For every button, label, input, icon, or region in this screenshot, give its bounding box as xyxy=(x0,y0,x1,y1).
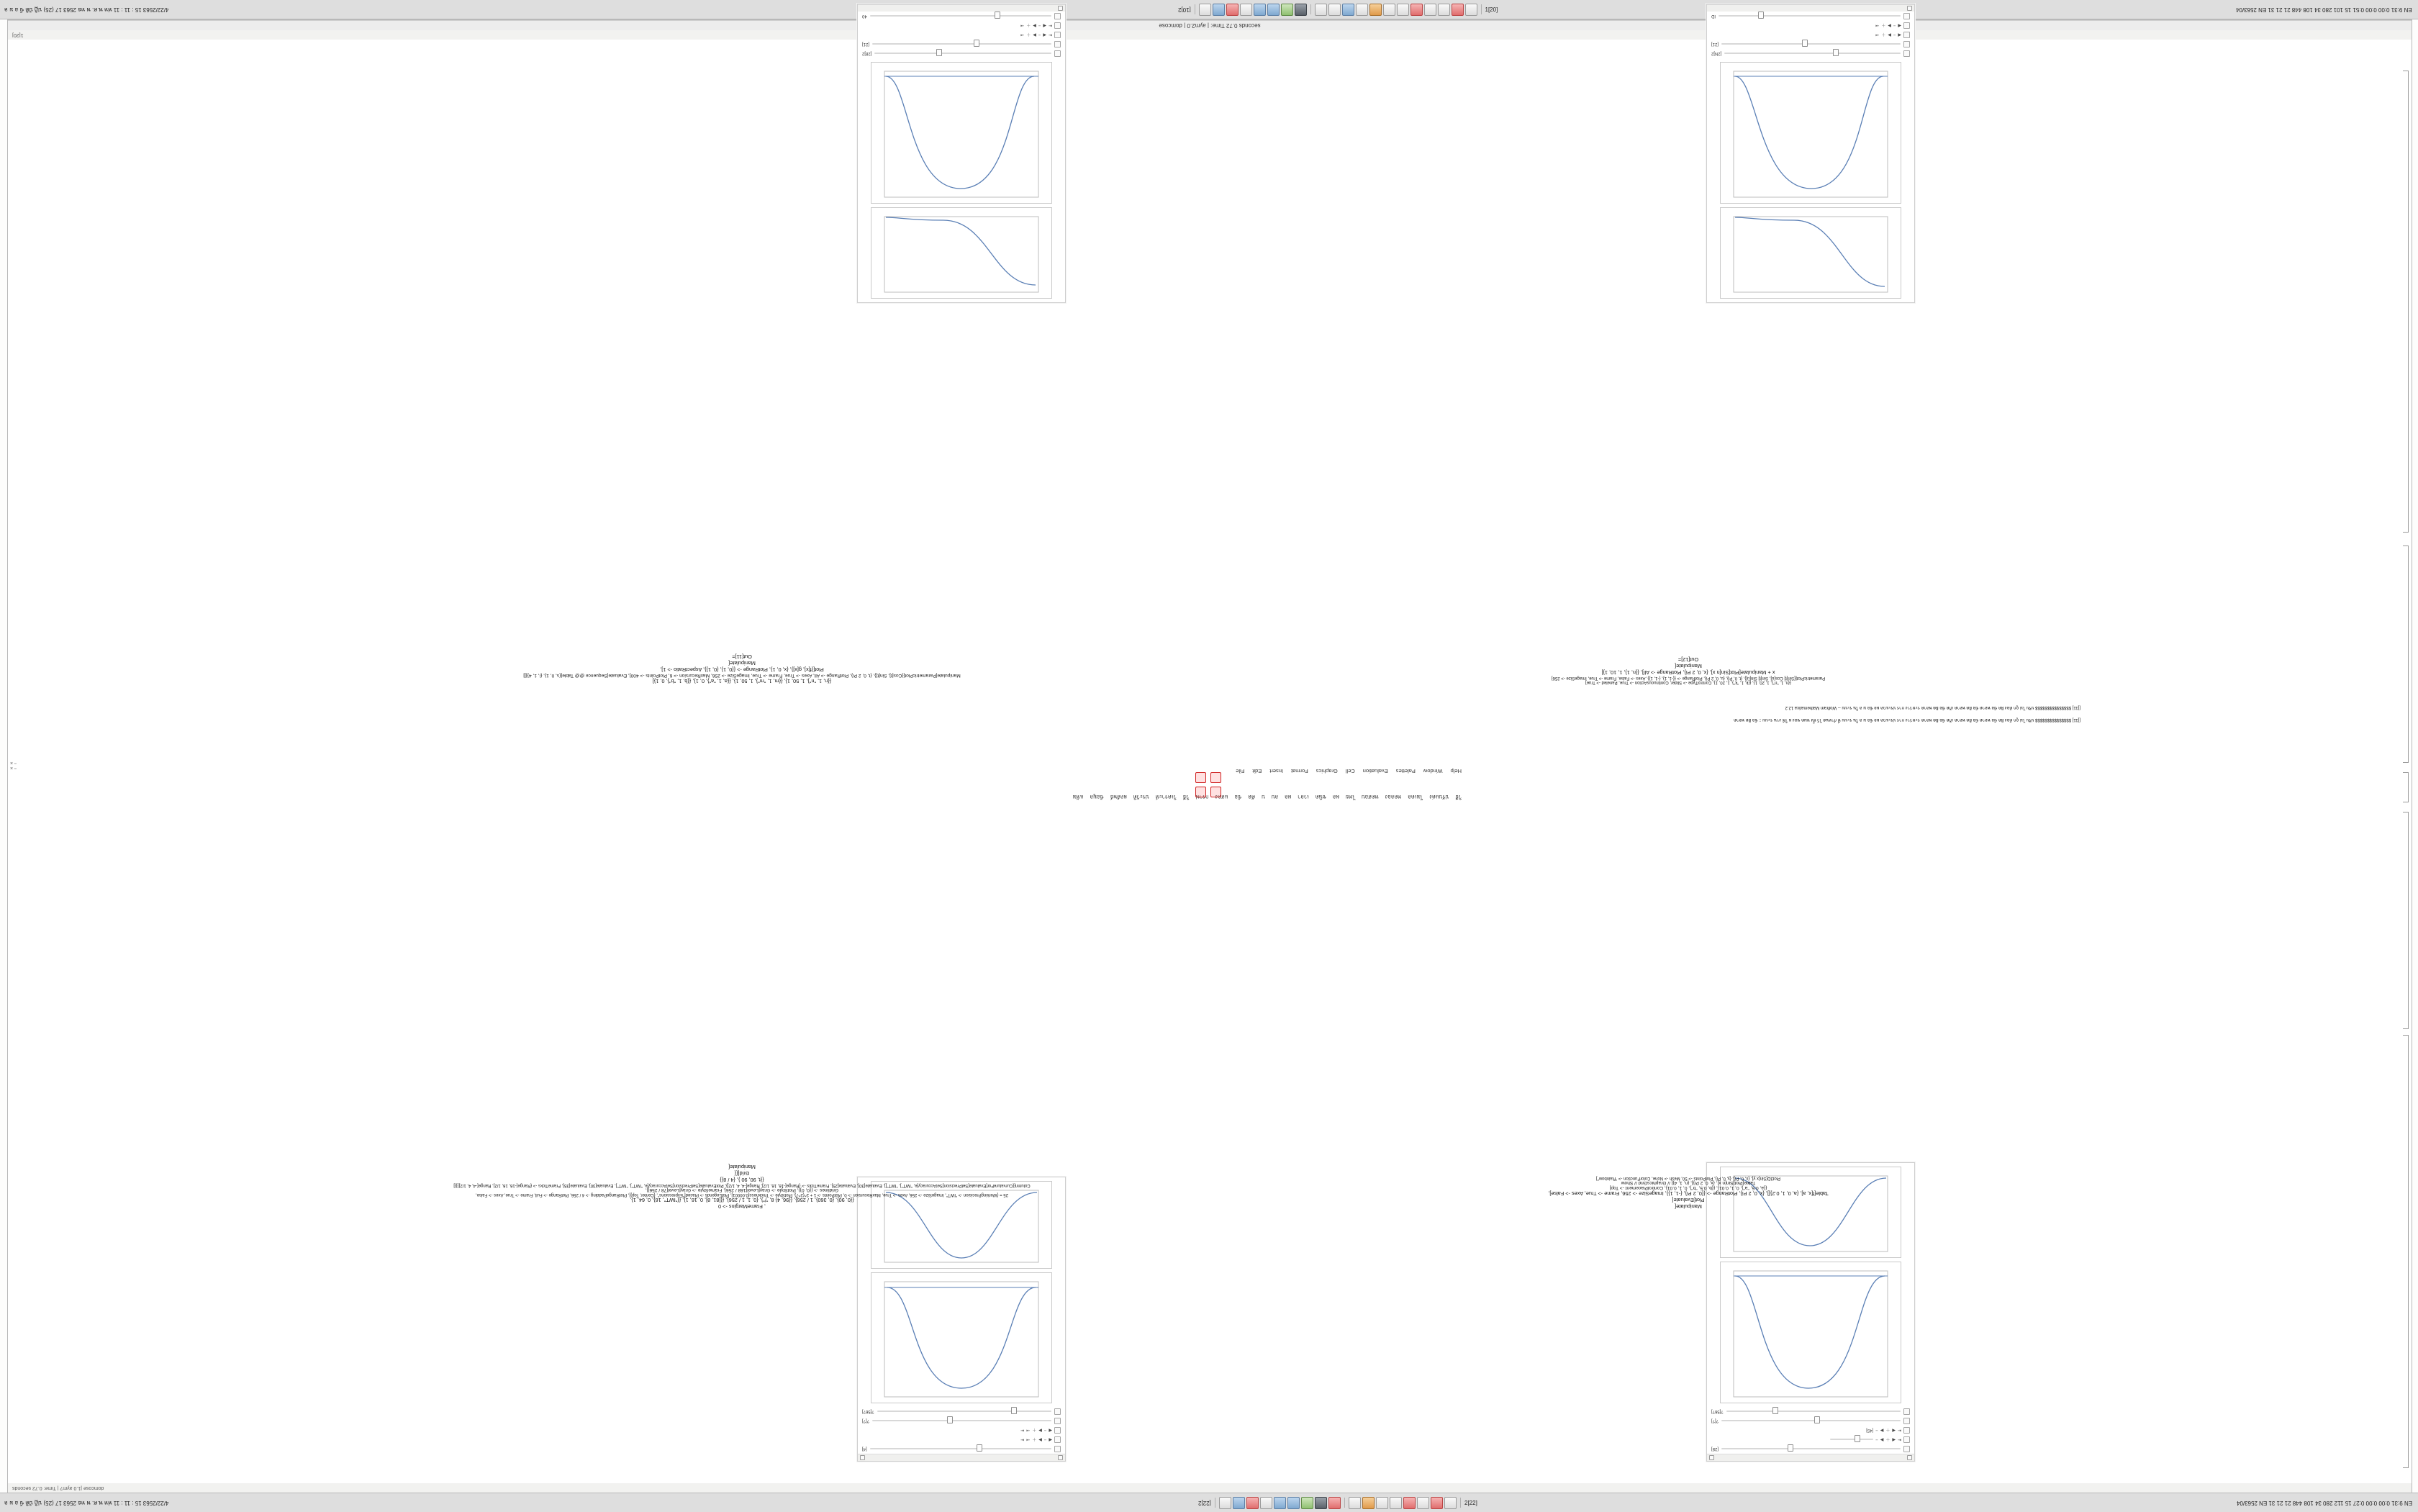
code-line: ParametricPlot[{Sin[t] Cos[u], Sin[t] Sin[u]}, {t, 0, Pi}, {u, 0, 2 Pi}, PlotRange -> {{-1, 1}, {-1, 1}}, Axes -> False, Frame -> True, ImageSize -> 256] xyxy=(1551,676,1826,680)
toolbar-item-18[interactable]: วิเคราะห์ xyxy=(1155,794,1177,800)
anim-prev-icon-2[interactable]: ◀ xyxy=(1049,1428,1052,1432)
control-label-1: [28] xyxy=(1711,1447,1719,1452)
anim-play-icon[interactable]: ▶ xyxy=(1038,1437,1042,1441)
menu-item-edit[interactable]: Edit xyxy=(1252,768,1262,774)
manipulate-panel-1[interactable] xyxy=(857,4,1066,303)
control-toggle-icon-3[interactable] xyxy=(1903,1408,1910,1415)
bottom-taskbar-icon-16[interactable] xyxy=(1431,1497,1443,1509)
code-line: Manipulate[ParametricPlot[{Cos[t], Sin[t]}, {t, 0, 2 Pi}, PlotRange -> All, Axes -> True, Frame -> True, ImageSize -> 256, MaxRecursion -> 6, PlotPoints -> 400], Evaluate[Sequence @@ Table[{s, 0, 1}, {i, 1, 4}]]] xyxy=(523,673,961,678)
toolbar-item-20[interactable]: ผลลัพธ์ xyxy=(1110,794,1127,800)
animation-row-1[interactable] xyxy=(1707,1435,1914,1444)
cell-bracket-2[interactable] xyxy=(2403,546,2409,763)
control-toggle-icon-2[interactable] xyxy=(1054,41,1061,47)
control-row-2[interactable] xyxy=(858,1416,1065,1426)
anim-play-icon-2[interactable]: ▶ xyxy=(1880,1428,1884,1432)
control-row-2[interactable] xyxy=(1707,40,1914,49)
top-panel-clock: 4/22/2563 15 : 11 : 11 พ่ห พ.ศ. พ ทธ 2563 17 (25) ปฏิ บัติ ข้ อ ม ล xyxy=(4,6,169,13)
control-row-2[interactable] xyxy=(858,40,1065,49)
taskbar-icon-16[interactable] xyxy=(1410,4,1423,16)
code-line: {{n, 1, "n"}, 1, 50, 1}, {{m, 1, "m"}, 1, 50, 1}, {{a, 1, "a"}, 0, 1}, {{b, 1, "b"}, 0, 1}] xyxy=(652,678,832,684)
bottom-taskbar-icon-7[interactable] xyxy=(1301,1497,1313,1509)
bottom-taskbar-icon-13[interactable] xyxy=(1390,1497,1402,1509)
control-label-1: [2N]2 xyxy=(1711,51,1722,56)
bottom-taskbar-icon-6[interactable] xyxy=(1287,1497,1300,1509)
toolbar-item-19[interactable]: ประวัติ xyxy=(1133,794,1149,800)
error-message-line-1: [[11] $$$$$$$$$$$$$$$ ปรับ ไม่ ถูก ต้อง ผิด ข้อ พลาด ข้อ ผิด พลาด เกิด ข้อ ผิด พลาด ระหว่าง การ ประมวล ผล ข้อ ม ล ใน ระบบ ที่ กำหนด ไว้ ทั้ง หมด ของ ผ ใช้ งาน ระบบ :: ข้อ ผิด พลาด xyxy=(1734,717,2080,722)
anim-next-icon-2[interactable]: ⇥ xyxy=(1875,23,1880,27)
anim-minus-icon[interactable]: − xyxy=(1893,32,1896,37)
cell-bracket-1[interactable] xyxy=(2403,71,2409,533)
window-bottom-strip xyxy=(8,1483,2412,1493)
output-label-12: Out[12]= xyxy=(1677,656,1699,663)
code-line: Gridlines -> {{0, 0}}, PlotStyle -> Gray[Level[168 / 256], FrameStyle -> Gray[Level[78 / 256]], xyxy=(645,1187,839,1192)
menu-item-window[interactable]: Window xyxy=(1423,768,1443,774)
toolbar-item-22[interactable]: แฟ้ม xyxy=(1072,794,1084,800)
slider-3[interactable] xyxy=(877,1409,1051,1415)
toolbar-item-21[interactable]: ข้อมูล xyxy=(1090,794,1104,800)
control-label-2: [21] xyxy=(862,42,870,47)
control-toggle-icon-3[interactable] xyxy=(1903,13,1910,19)
panel-menu-icon[interactable] xyxy=(1058,1455,1063,1460)
control-label-3: ID xyxy=(1711,14,1716,19)
anim-next-icon-2[interactable]: ⇥ xyxy=(1026,1428,1031,1432)
divider xyxy=(1481,4,1482,14)
anim-toggle-icon-2[interactable] xyxy=(1903,22,1910,29)
bottom-taskbar-icon-12[interactable] xyxy=(1376,1497,1388,1509)
code-line: Plot[{f[x], g[x]}, {x, 0, 1}, PlotRange -> {{0, 1}, {0, 1}}, AspectRatio -> 1], xyxy=(660,666,824,673)
manipulate-output-2[interactable] xyxy=(1706,4,1915,303)
control-label-3: ?[56?] xyxy=(862,1409,874,1414)
bottom-taskbar-counter: 2[22] xyxy=(1464,1499,1477,1506)
bottom-taskbar-icon-8[interactable] xyxy=(1315,1497,1327,1509)
slider-2[interactable] xyxy=(1721,42,1901,47)
taskbar-icon-2[interactable] xyxy=(1213,4,1225,16)
bottom-panel-left xyxy=(0,1498,767,1508)
anim-toggle-icon[interactable] xyxy=(1903,32,1910,38)
taskbar-icon-18[interactable] xyxy=(1438,4,1450,16)
error-highlight-2[interactable] xyxy=(1210,772,1221,783)
input-cell-13[interactable] xyxy=(1267,1176,2109,1210)
menu-item-insert[interactable]: Insert xyxy=(1269,768,1284,774)
anim-slider[interactable] xyxy=(1830,1437,1873,1443)
error-highlight-4[interactable] xyxy=(1210,787,1221,797)
bottom-taskbar-icon-15[interactable] xyxy=(1417,1497,1429,1509)
taskbar-icon-11[interactable] xyxy=(1342,4,1354,16)
toolbar-item-9[interactable]: เวลา xyxy=(1298,794,1309,800)
control-row-1[interactable] xyxy=(858,1444,1065,1454)
control-toggle-icon[interactable] xyxy=(1903,1446,1910,1452)
bottom-panel-workspace: [22]2 xyxy=(1198,1499,1211,1506)
animation-row-2[interactable] xyxy=(858,21,1065,30)
menu-item-graphics[interactable]: Graphics xyxy=(1316,768,1338,774)
animation-row-1[interactable] xyxy=(858,1435,1065,1444)
anim-minus-icon[interactable]: − xyxy=(1038,32,1041,37)
toolbar-item-5[interactable]: ทดสอบ xyxy=(1362,794,1379,800)
anim-first-icon-2[interactable]: ⇤ xyxy=(1897,1428,1901,1432)
secondary-toolbar[interactable] xyxy=(1072,792,1462,801)
anim-prev-icon-2[interactable]: ◀ xyxy=(1043,23,1046,27)
control-row-3[interactable] xyxy=(858,12,1065,21)
anim-prev-icon[interactable]: ◀ xyxy=(1898,32,1901,37)
anim-toggle-icon-2[interactable] xyxy=(1054,1427,1061,1434)
bottom-taskbar-icon-17[interactable] xyxy=(1444,1497,1457,1509)
anim-play-icon[interactable]: ▶ xyxy=(1888,32,1891,37)
control-row-3[interactable] xyxy=(858,1407,1065,1416)
bottom-panel-status: EN 9:31 0:00 0:00 0:27 15 112 280 34 108 448 21 21 31 EN 2563/04 xyxy=(2236,1499,2412,1506)
control-row-3[interactable] xyxy=(1707,12,1914,21)
code-line: , FrameMargins -> 0 xyxy=(718,1203,766,1210)
animation-row-2[interactable] xyxy=(858,1426,1065,1435)
slider-2[interactable] xyxy=(872,1418,1051,1424)
taskbar-icon-20[interactable] xyxy=(1465,4,1477,16)
code-line: {{n, 1, "n"}, 1, 20, 1}, {{k, 1, "k"}, 1, 20, 1}, ControlType -> Slider, ContinuousAction -> True, Paneled -> True] xyxy=(1585,680,1791,684)
anim-first-icon-2[interactable]: ⇤ xyxy=(1048,23,1052,27)
control-toggle-icon-2[interactable] xyxy=(1054,1418,1061,1424)
anim-first-icon[interactable]: ⇤ xyxy=(1897,1437,1901,1441)
input-cell-11[interactable] xyxy=(339,653,1145,684)
control-label-2: [21] xyxy=(1711,42,1719,47)
animation-row-2[interactable] xyxy=(1707,1426,1914,1435)
panel-close-icon[interactable] xyxy=(1709,1455,1714,1460)
taskbar-icon-14[interactable] xyxy=(1383,4,1395,16)
panel-bottombar xyxy=(1707,4,1914,12)
bottom-taskbar-icon-4[interactable] xyxy=(1260,1497,1272,1509)
divider xyxy=(1344,1498,1345,1508)
bottom-taskbar-icon-1[interactable] xyxy=(1219,1497,1231,1509)
slider-3[interactable] xyxy=(1719,14,1901,19)
cell-bracket-5[interactable] xyxy=(2403,1035,2409,1468)
code-line: Table[f[x, a], {a, 0, 1, 0.2}]], {x, 0, 2 Pi}, PlotRange -> {{0, 2 Pi}, {-1, 1}}, ImageSize -> 256, Frame -> True, Axes -> False], xyxy=(1548,1190,1829,1197)
manipulate-panel-4[interactable] xyxy=(857,1177,1066,1462)
menu-item-cell[interactable]: Cell xyxy=(1345,768,1355,774)
control-row-2[interactable] xyxy=(1707,1416,1914,1426)
taskbar-icon-12[interactable] xyxy=(1356,4,1368,16)
taskbar-icon-6[interactable] xyxy=(1267,4,1280,16)
menu-item-format[interactable]: Format xyxy=(1291,768,1308,774)
taskbar-icon-10[interactable] xyxy=(1328,4,1341,16)
code-line: Table[Plot[Sin[n x], {x, 0, 2 Pi}], {n, 1, 4}] // GraphicsGrid // Show xyxy=(1621,1180,1756,1185)
panel-titlebar xyxy=(858,1454,1065,1461)
anim-next-icon[interactable]: ⇥ xyxy=(1020,32,1025,37)
toolbar-item-7[interactable]: ผล xyxy=(1332,794,1339,800)
anim-play-icon-2[interactable]: ▶ xyxy=(1033,23,1036,27)
anim-toggle-icon[interactable] xyxy=(1054,1436,1061,1443)
control-toggle-icon-3[interactable] xyxy=(1054,13,1061,19)
anim-end-icon[interactable]: ⇤ xyxy=(1020,1437,1025,1441)
anim-prev-icon-2[interactable]: ◀ xyxy=(1892,1428,1896,1432)
animation-row-1[interactable] xyxy=(858,30,1065,40)
panel-menu-icon[interactable] xyxy=(1058,6,1063,11)
top-panel-status: EN 9:31 0:00 0:00 0:51 15 101 280 34 108 448 21 21 31 EN 2563/04 xyxy=(2236,6,2412,13)
anim-play-icon-2[interactable]: ▶ xyxy=(1038,1428,1042,1432)
left-gutter-marks: × ▫ × ▫ xyxy=(10,761,17,771)
output-label-11: Out[11]= xyxy=(732,653,752,660)
menu-item-help[interactable]: Help xyxy=(1450,768,1462,774)
panel-menu-icon[interactable] xyxy=(1907,1455,1912,1460)
code-line: Manipulate[ xyxy=(728,1164,756,1170)
anim-prev-icon[interactable]: ◀ xyxy=(1892,1437,1896,1441)
bottom-taskbar-icon-11[interactable] xyxy=(1362,1497,1375,1509)
taskbar-icon-13[interactable] xyxy=(1369,4,1382,16)
taskbar-icon-9[interactable] xyxy=(1315,4,1327,16)
anim-play-icon-2[interactable]: ▶ xyxy=(1888,23,1891,27)
manipulate-output-4[interactable] xyxy=(857,1177,1066,1462)
slider-1[interactable] xyxy=(874,51,1051,57)
toolbar-item-3[interactable]: โมเดล xyxy=(1408,794,1423,800)
control-label-1: [28]2 xyxy=(862,51,872,56)
toolbar-item-10[interactable]: ผล xyxy=(1285,794,1292,800)
anim-prev-icon[interactable]: ◀ xyxy=(1043,32,1046,37)
anim-plus-icon[interactable]: ＋ xyxy=(1885,1436,1891,1441)
plot-sigmoid-2 xyxy=(1720,207,1901,299)
bottom-taskbar-icon-2[interactable] xyxy=(1233,1497,1245,1509)
anim-next-icon[interactable]: ⇥ xyxy=(1026,1437,1031,1441)
bottom-system-panel xyxy=(0,1493,2418,1512)
anim-minus-icon[interactable]: − xyxy=(1875,1437,1878,1442)
control-row-1[interactable] xyxy=(858,49,1065,58)
control-toggle-icon-2[interactable] xyxy=(1903,41,1910,47)
cell-bracket-3[interactable] xyxy=(2403,772,2409,802)
control-label-1: [4] xyxy=(862,1447,867,1452)
bottom-taskbar-icon-10[interactable] xyxy=(1349,1497,1361,1509)
anim-minus-icon-2[interactable]: − xyxy=(1875,1428,1878,1433)
menu-bar[interactable] xyxy=(1236,768,1462,774)
menu-item-palettes[interactable]: Palettes xyxy=(1395,768,1416,774)
plot-dome-3 xyxy=(1720,1262,1901,1403)
menu-item-file[interactable]: File xyxy=(1236,768,1245,774)
animation-row-1[interactable] xyxy=(1707,30,1914,40)
bottom-panel-right xyxy=(1908,1500,2418,1506)
taskbar-icon-8[interactable] xyxy=(1295,4,1307,16)
anim-plus-icon-2[interactable]: ＋ xyxy=(1026,22,1031,27)
menu-item-evaluation[interactable]: Evaluation xyxy=(1362,768,1388,774)
bottom-taskbar-icon-5[interactable] xyxy=(1274,1497,1286,1509)
input-cell-12[interactable] xyxy=(1267,656,2109,684)
anim-play-icon[interactable]: ▶ xyxy=(1033,32,1036,37)
top-system-panel xyxy=(0,0,2418,19)
control-label-2: ?[?] xyxy=(862,1418,870,1423)
toolbar-item-16[interactable]: กราฟ xyxy=(1195,794,1209,800)
code-line: x + Manipulate[Plot[Sin[n x], {x, 0, 2 Pi}, PlotRange -> All], {{n, 1}, 1, 10, 1}] xyxy=(1601,669,1775,676)
panel-menu-icon[interactable] xyxy=(1907,6,1912,11)
taskbar-icon-4[interactable] xyxy=(1240,4,1252,16)
slider-1[interactable] xyxy=(870,1447,1051,1452)
control-label-3: ?[?] xyxy=(1711,1418,1719,1423)
toolbar-item-2[interactable]: ปรับแต่ง xyxy=(1429,794,1449,800)
code-line: Plot[Evaluate[ xyxy=(1672,1197,1705,1203)
code-line: Manipulate[ xyxy=(1675,1203,1702,1210)
plot-dome-4 xyxy=(871,1272,1052,1403)
anim-end-icon-2[interactable]: ⇤ xyxy=(1020,1428,1025,1432)
error-message-line-2: [[11] $$$$$$$$$$$$$$$ ปรับ ไม่ ถูก ต้อง ผิด ข้อ พลาด ข้อ ผิด พลาด เกิด ข้อ ผิด พลาด ระหว่าง การ ประมวล ผล ข้อ ม ล ใน ระบบ -- Wolfram Mathematica 12.2 xyxy=(1785,705,2080,710)
panel-bottombar xyxy=(858,4,1065,12)
anim-first-icon[interactable]: ⇤ xyxy=(1048,32,1052,37)
toolbar-item-6[interactable]: ไทย xyxy=(1345,794,1356,800)
anim-toggle-icon[interactable] xyxy=(1903,1436,1910,1443)
anim-minus-icon-2[interactable]: − xyxy=(1043,1428,1047,1433)
mathematica-notebook-window xyxy=(7,14,2412,1493)
anim-plus-icon[interactable]: ＋ xyxy=(1026,32,1031,36)
anim-next-icon-2[interactable]: ⇥ xyxy=(1020,23,1025,27)
plot-sigmoid-1 xyxy=(871,207,1052,299)
control-label-3: 40 xyxy=(862,14,867,19)
taskbar-icon-17[interactable] xyxy=(1424,4,1436,16)
error-highlight-1[interactable] xyxy=(1195,772,1206,783)
input-cell-14[interactable] xyxy=(339,1164,1145,1210)
taskbar-icon-19[interactable] xyxy=(1452,4,1464,16)
animation-row-2[interactable] xyxy=(1707,21,1914,30)
toolbar-item-15[interactable]: แสดง xyxy=(1215,794,1228,800)
anim-minus-icon-2[interactable]: − xyxy=(1893,23,1896,28)
manipulate-output-1[interactable] xyxy=(857,4,1066,303)
bottom-panel-clock: 4/22/2563 15 : 11 : 11 พ่ห พ.ศ. พ ทธ 2563 17 (25) ปฏิ บัติ ข้ อ ม ล xyxy=(4,1499,169,1506)
message-cell-1 xyxy=(339,717,2080,724)
top-panel-left xyxy=(0,5,767,14)
toolbar-item-8[interactable]: ชนิด xyxy=(1315,794,1326,800)
bottom-taskbar-icon-9[interactable] xyxy=(1328,1497,1341,1509)
code-line: Grid[{{ xyxy=(734,1170,750,1177)
slider-1[interactable] xyxy=(1721,1447,1901,1452)
control-label-2: [45] xyxy=(1866,1428,1874,1433)
window-top-strip xyxy=(8,30,2412,40)
toolbar-item-14[interactable]: ข้อ xyxy=(1234,794,1242,800)
plot-dome-1 xyxy=(871,62,1052,204)
anim-plus-icon[interactable]: ＋ xyxy=(1032,1436,1037,1441)
toolbar-item-11[interactable]: ลบ xyxy=(1271,794,1279,800)
bottom-taskbar-icon-3[interactable] xyxy=(1246,1497,1259,1509)
toolbar-item-17[interactable]: วิธี xyxy=(1182,794,1190,800)
window-titlebar: seconds 0.72 Time: | aym2.0 | domcose xyxy=(8,20,2412,31)
code-line: Column[{CurvatureFor[Evaluate[SetPrecision[SetAccuracy[e, "IWT"], "IWT"]], Evaluate[30], Evaluate[25], FrameTicks -> {Range[-16, 16, 1/2], Range[-4, 4, 1/2]}, PlotEvaluate[SetPrecision[SetAccuracy[e, "IWT"], "IWT"], Evaluate[30], Evaluate[35], FrameTicks -> {Range[-16, 16, 1/2], Range[-4, 4, 1/2]}]}] xyxy=(453,1183,1031,1187)
control-row-3[interactable] xyxy=(1707,1407,1914,1416)
bottom-taskbar-icon-14[interactable] xyxy=(1403,1497,1416,1509)
code-line: {{a, 0.5, "a"}, 0, 1, 0.01}, {{b, 0.5, "b"}, 0, 1, 0.01}, ControlPlacement -> Top] xyxy=(1609,1185,1767,1190)
anim-next-icon[interactable]: ⇥ xyxy=(1875,32,1880,37)
error-highlight-3[interactable] xyxy=(1195,787,1206,797)
control-toggle-icon[interactable] xyxy=(1903,50,1910,57)
toolbar-item-12[interactable]: บ xyxy=(1262,794,1265,800)
control-label-4: ?[56?] xyxy=(1711,1409,1724,1414)
control-toggle-icon[interactable] xyxy=(1054,50,1061,57)
bottom-panel-taskbar[interactable] xyxy=(767,1497,1908,1509)
anim-plus-icon[interactable]: ＋ xyxy=(1881,32,1886,36)
anim-plus-icon-2[interactable]: ＋ xyxy=(1885,1427,1891,1431)
toolbar-item-4[interactable]: ทดลอง xyxy=(1385,794,1402,800)
anim-play-icon[interactable]: ▶ xyxy=(1880,1437,1884,1441)
control-toggle-icon[interactable] xyxy=(1054,1446,1061,1452)
window-scale-label: 1[20] xyxy=(12,32,24,37)
divider xyxy=(1310,4,1311,14)
control-toggle-icon-2[interactable] xyxy=(1903,1418,1910,1424)
code-line: Plot3D[Sin[x y], {x, 0, Pi}, {y, 0, Pi}, PlotPoints -> 50, Mesh -> None, ColorFunction -> "Rainbow"] xyxy=(1595,1176,1781,1180)
code-line: {{t, 90, 90 }, {4 / 8}} xyxy=(720,1177,764,1183)
message-cell-2 xyxy=(339,705,2080,712)
control-toggle-icon-3[interactable] xyxy=(1054,1408,1061,1415)
control-row-1[interactable] xyxy=(1707,49,1914,58)
anim-plus-icon-2[interactable]: ＋ xyxy=(1881,22,1886,27)
slider-3[interactable] xyxy=(870,14,1051,19)
taskbar-icon-5[interactable] xyxy=(1254,4,1266,16)
anim-toggle-icon[interactable] xyxy=(1054,32,1061,38)
anim-minus-icon[interactable]: − xyxy=(1043,1437,1047,1442)
window-status-label: domcose |1.0 aym? | Time: 0.72 seconds xyxy=(12,1485,104,1490)
slider-2[interactable] xyxy=(872,42,1051,47)
divider xyxy=(1460,1498,1461,1508)
taskbar-icon-7[interactable] xyxy=(1281,4,1293,16)
anim-minus-icon-2[interactable]: − xyxy=(1038,23,1041,28)
anim-toggle-icon-2[interactable] xyxy=(1903,1427,1910,1434)
top-panel-workspace: [10]2 xyxy=(1177,6,1191,13)
taskbar-icon-3[interactable] xyxy=(1226,4,1239,16)
slider-3[interactable] xyxy=(1726,1409,1901,1415)
anim-toggle-icon-2[interactable] xyxy=(1054,22,1061,29)
code-line: Manipulate[ xyxy=(728,660,756,666)
cell-bracket-4[interactable] xyxy=(2403,812,2409,1029)
slider-1[interactable] xyxy=(1724,51,1901,57)
taskbar-icon-1[interactable] xyxy=(1199,4,1211,16)
code-line: {{0, 90}, {0, 360}, 1 / 256}, {{96, 4} 8, "/"}, {0, 1, 1 / 256}, {{[81, 8], 0, 16, 1}, {{"IWT", 16}, 0, 64, 1}, xyxy=(630,1197,854,1203)
top-panel-right xyxy=(1908,6,2418,13)
anim-prev-icon-2[interactable]: ◀ xyxy=(1898,23,1901,27)
panel-close-icon[interactable] xyxy=(860,1455,865,1460)
plot-dome-2 xyxy=(1720,62,1901,204)
code-line: Manipulate[ xyxy=(1675,663,1702,669)
taskbar-counter: 1[20] xyxy=(1485,6,1498,13)
manipulate-panel-2[interactable] xyxy=(1706,4,1915,303)
slider-2[interactable] xyxy=(1721,1418,1901,1424)
toolbar-item-13[interactable]: คัด xyxy=(1248,794,1256,800)
anim-plus-icon-2[interactable]: ＋ xyxy=(1032,1427,1037,1431)
panel-titlebar xyxy=(1707,1454,1914,1461)
code-line: 25 = {WorkingPrecision -> "IWT", ImageSize -> 256, Axes -> True, MaxRecursion -> 0, PlotPoints -> 1 + 2^(2^7), PlotStyle -> Thickness[0.00001], PlotLegends -> Placed["Expressions", {Center, Top}], PlotRangePadding -> 4 / 256, PlotRange -> Full, Frame -> True, Axes -> False, xyxy=(475,1192,1009,1197)
anim-prev-icon[interactable]: ◀ xyxy=(1049,1437,1052,1441)
control-row-1[interactable] xyxy=(1707,1444,1914,1454)
toolbar-item-1[interactable]: วิธี xyxy=(1455,794,1462,800)
taskbar-icon-15[interactable] xyxy=(1397,4,1409,16)
